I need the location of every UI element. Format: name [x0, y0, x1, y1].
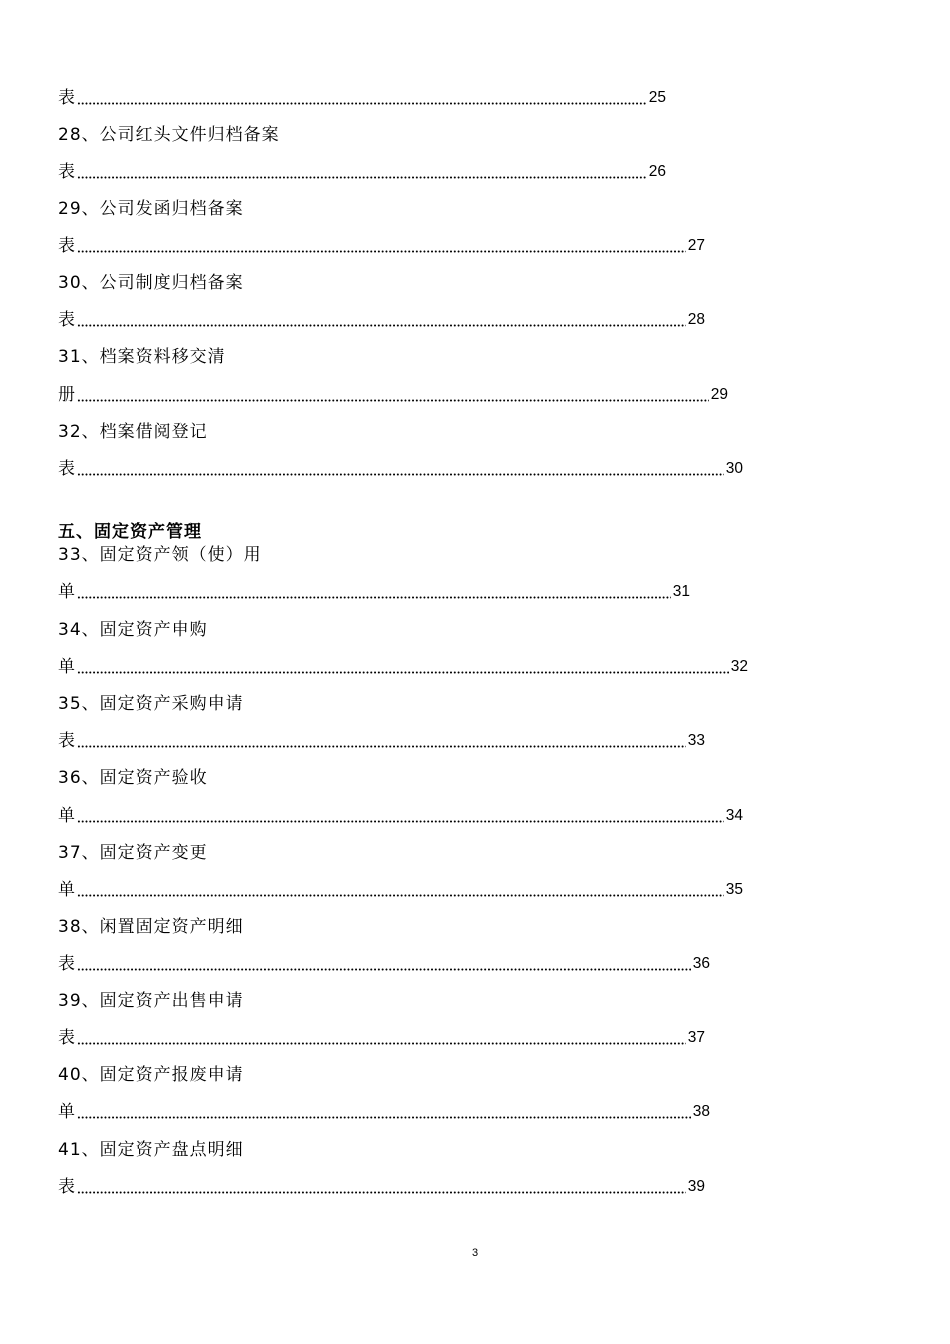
- dot-leader: [77, 819, 724, 823]
- toc-leader-lead: 表: [58, 1028, 75, 1048]
- toc-entry-title: 28、公司红头文件归档备案: [58, 125, 280, 145]
- toc-leader-line: [58, 952, 710, 976]
- toc-leader-lead: 表: [58, 162, 75, 182]
- toc-page-number: 27: [687, 237, 705, 254]
- dot-leader: [77, 595, 671, 599]
- dot-leader: [77, 744, 686, 748]
- toc-leader-line: [58, 1026, 705, 1050]
- toc-page-number: 32: [730, 658, 748, 675]
- toc-leader-lead: 表: [58, 954, 75, 974]
- dot-leader: [77, 323, 686, 327]
- toc-leader-lead: 单: [58, 657, 75, 677]
- toc-entry-title: 29、公司发函归档备案: [58, 199, 244, 219]
- toc-entry-title: 35、固定资产采购申请: [58, 694, 244, 714]
- toc-page-number: 29: [710, 386, 728, 403]
- toc-leader-lead: 单: [58, 1102, 75, 1122]
- toc-leader-line: [58, 383, 728, 407]
- toc-entry-title: 30、公司制度归档备案: [58, 273, 244, 293]
- toc-page-number: 30: [725, 460, 743, 477]
- toc-entry-title: 33、固定资产领（使）用: [58, 545, 262, 565]
- toc-entry-title: 37、固定资产变更: [58, 843, 208, 863]
- toc-entry-title: 39、固定资产出售申请: [58, 991, 244, 1011]
- dot-leader: [77, 967, 691, 971]
- toc-leader-line: [58, 234, 705, 258]
- toc-page-number: 39: [687, 1178, 705, 1195]
- section-heading: 五、固定资产管理: [58, 522, 202, 542]
- toc-leader-line: [58, 580, 690, 604]
- dot-leader: [77, 472, 724, 476]
- toc-leader-lead: 表: [58, 236, 75, 256]
- toc-page-number: 38: [692, 1103, 710, 1120]
- dot-leader: [77, 398, 709, 402]
- toc-leader-line: [58, 1175, 705, 1199]
- dot-leader: [77, 893, 724, 897]
- toc-entry-title: 40、固定资产报废申请: [58, 1065, 244, 1085]
- dot-leader: [77, 670, 729, 674]
- toc-page-number: 34: [725, 807, 743, 824]
- toc-leader-lead: 单: [58, 582, 75, 602]
- toc-page-number: 28: [687, 311, 705, 328]
- toc-page-number: 35: [725, 881, 743, 898]
- dot-leader: [77, 249, 686, 253]
- toc-entry-title: 41、固定资产盘点明细: [58, 1140, 244, 1160]
- toc-leader-lead: 表: [58, 88, 75, 108]
- toc-leader-lead: 表: [58, 731, 75, 751]
- dot-leader: [77, 101, 647, 105]
- toc-leader-lead: 单: [58, 880, 75, 900]
- dot-leader: [77, 175, 647, 179]
- toc-page-number: 25: [648, 89, 666, 106]
- toc-leader-lead: 表: [58, 1177, 75, 1197]
- toc-leader-lead: 册: [58, 385, 75, 405]
- dot-leader: [77, 1041, 686, 1045]
- toc-leader-line: [58, 878, 743, 902]
- dot-leader: [77, 1190, 686, 1194]
- toc-leader-line: [58, 160, 666, 184]
- toc-leader-line: [58, 1100, 710, 1124]
- toc-leader-line: [58, 457, 743, 481]
- toc-leader-line: [58, 804, 743, 828]
- toc-leader-line: [58, 655, 748, 679]
- toc-page-number: 26: [648, 163, 666, 180]
- toc-leader-lead: 表: [58, 310, 75, 330]
- toc-page-number: 37: [687, 1029, 705, 1046]
- page-number-footer: 3: [471, 1247, 479, 1259]
- toc-entry-title: 34、固定资产申购: [58, 620, 208, 640]
- toc-entry-title: 38、闲置固定资产明细: [58, 917, 244, 937]
- toc-leader-lead: 表: [58, 459, 75, 479]
- toc-page-number: 31: [672, 583, 690, 600]
- toc-entry-title: 32、档案借阅登记: [58, 422, 208, 442]
- toc-leader-line: [58, 86, 666, 110]
- toc-entry-title: 36、固定资产验收: [58, 768, 208, 788]
- toc-entry-title: 31、档案资料移交清: [58, 347, 226, 367]
- dot-leader: [77, 1115, 691, 1119]
- toc-page-number: 33: [687, 732, 705, 749]
- toc-leader-line: [58, 729, 705, 753]
- toc-page-number: 36: [692, 955, 710, 972]
- toc-leader-lead: 单: [58, 806, 75, 826]
- toc-leader-line: [58, 308, 705, 332]
